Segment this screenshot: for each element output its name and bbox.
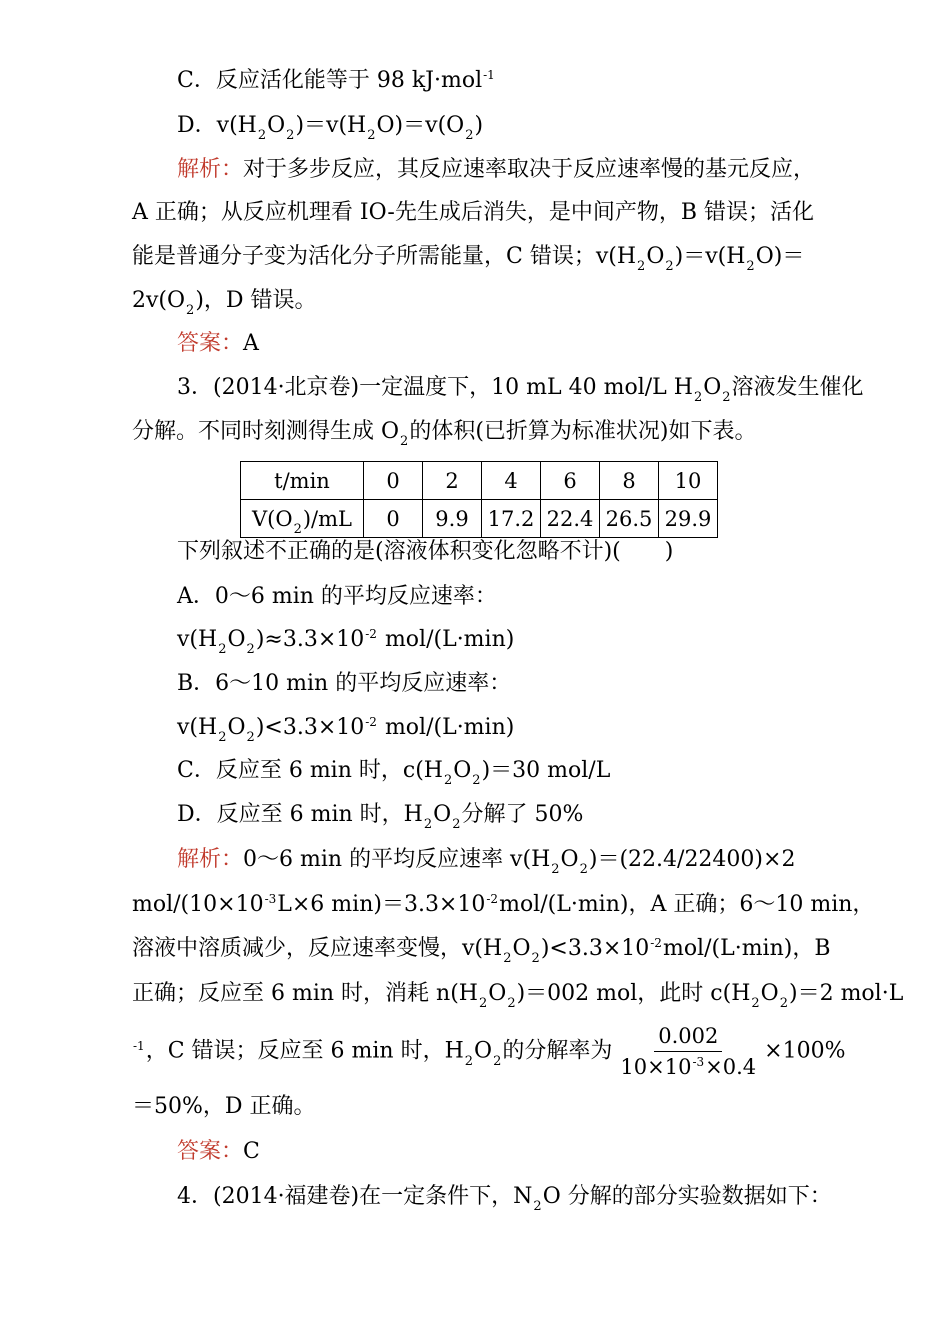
explanation-2-line-3: 溶液中溶质减少，反应速率变慢，$v(H_2O_2)<3.3\times 10^{-2}mol/(L\cdot\min)$，B bbox=[132, 936, 831, 966]
table-cell: 8 bbox=[600, 462, 659, 500]
table-cell: 10 bbox=[659, 462, 718, 500]
fraction-numerator: 0.002 bbox=[654, 1023, 722, 1052]
explanation-1-line-1: 解析：对于多步反应，其反应速率取决于反应速率慢的基元反应， bbox=[177, 157, 816, 182]
question-4-line-1: 4．(2014·福建卷)在一定条件下，$N_2O$ 分解的部分实验数据如下： bbox=[177, 1184, 832, 1214]
table-row bbox=[241, 462, 718, 500]
fraction bbox=[616, 1023, 760, 1080]
table-header-volume: $V(O_2)/mL$ bbox=[241, 500, 364, 538]
question-3-option-b: B．6～10 min 的平均反应速率： bbox=[177, 671, 512, 696]
table-cell: 17.2 bbox=[482, 500, 541, 538]
table-cell: 22.4 bbox=[541, 500, 600, 538]
explanation-label: 解析： bbox=[177, 847, 244, 872]
explanation-2-line-2: mol/($10\times 10^{-3}L\times 6$ $\min)=3.3\times 10^{-2}$ mol/(L·min)，A 正确；6～10 min， bbox=[132, 892, 875, 917]
explanation-2-line-1: 解析：0～6 min 的平均反应速率 $v(H_2O_2)=(22.4/22400)\times 2$ bbox=[177, 847, 796, 877]
table-cell: 4 bbox=[482, 462, 541, 500]
data-table bbox=[240, 461, 718, 538]
answer-label: 答案： bbox=[177, 331, 244, 356]
answer-label: 答案： bbox=[177, 1139, 244, 1164]
question-3-option-a-value: $v(H_2O_2)\approx 3.3\times 10^{-2}$ mol/(L·min) bbox=[177, 627, 515, 657]
table-row bbox=[241, 500, 718, 538]
explanation-1-line-4: $2v(O_2)$，D 错误。 bbox=[132, 288, 317, 318]
explanation-2-line-4: 正确；反应至 6 min 时，消耗 $n(H_2O_2)=002$ mol，此时 $c(H_2O_2)=2$ mol·L bbox=[132, 981, 904, 1011]
prev-option-c: C．反应活化能等于 98 kJ·mol$^{-1}$ bbox=[177, 68, 495, 93]
answer-2: 答案：C bbox=[177, 1139, 260, 1164]
table-header-time: t/min bbox=[241, 462, 364, 500]
fraction-denominator: $10\times 10^{-3}\times 0.4$ bbox=[620, 1055, 757, 1079]
question-3-option-d: D．反应至 6 min 时，$H_2O_2$分解了 50% bbox=[177, 802, 584, 832]
table-cell: 0 bbox=[364, 500, 423, 538]
table-cell: 6 bbox=[541, 462, 600, 500]
explanation-1-line-2: A 正确；从反应机理看 IO-先生成后消失，是中间产物，B 错误；活化 bbox=[132, 200, 815, 225]
explanation-1-line-3: 能是普通分子变为活化分子所需能量，C 错误；$v(H_2O_2)=v(H_2O)=$ bbox=[132, 244, 805, 274]
table-cell: 0 bbox=[364, 462, 423, 500]
question-3-stem: 下列叙述不正确的是(溶液体积变化忽略不计)( ) bbox=[177, 539, 674, 564]
table-cell: 26.5 bbox=[600, 500, 659, 538]
question-3-option-b-value: $v(H_2O_2)<3.3\times 10^{-2}$ mol/(L·min) bbox=[177, 715, 515, 745]
question-3-line-1: 3．(2014·北京卷)一定温度下，10 mL 40 mol/L $H_2O_2$溶液发生催化 bbox=[177, 375, 864, 405]
explanation-label: 解析： bbox=[177, 157, 244, 182]
table-cell: 9.9 bbox=[423, 500, 482, 538]
explanation-2-line-5: $^{-1}$，C 错误；反应至 6 min 时，$H_2O_2$的分解率为 $\frac{0.002}{10\times 10^{-3}\times 0.4}$ ×100% bbox=[133, 1024, 846, 1079]
question-3-line-2: 分解。不同时刻测得生成 $O_2$的体积(已折算为标准状况)如下表。 bbox=[132, 419, 757, 449]
answer-1: 答案：A bbox=[177, 331, 259, 356]
question-3-option-c: C．反应至 6 min 时，$c(H_2O_2)=30$ mol/L bbox=[177, 758, 611, 788]
explanation-2-line-6: ＝50%，D 正确。 bbox=[132, 1094, 316, 1119]
question-3-option-a: A．0～6 min 的平均反应速率： bbox=[177, 584, 497, 609]
table-cell: 2 bbox=[423, 462, 482, 500]
table-cell: 29.9 bbox=[659, 500, 718, 538]
prev-option-d: D．$v(H_2O_2)=v(H_2O)=v(O_2)$ bbox=[177, 113, 484, 143]
